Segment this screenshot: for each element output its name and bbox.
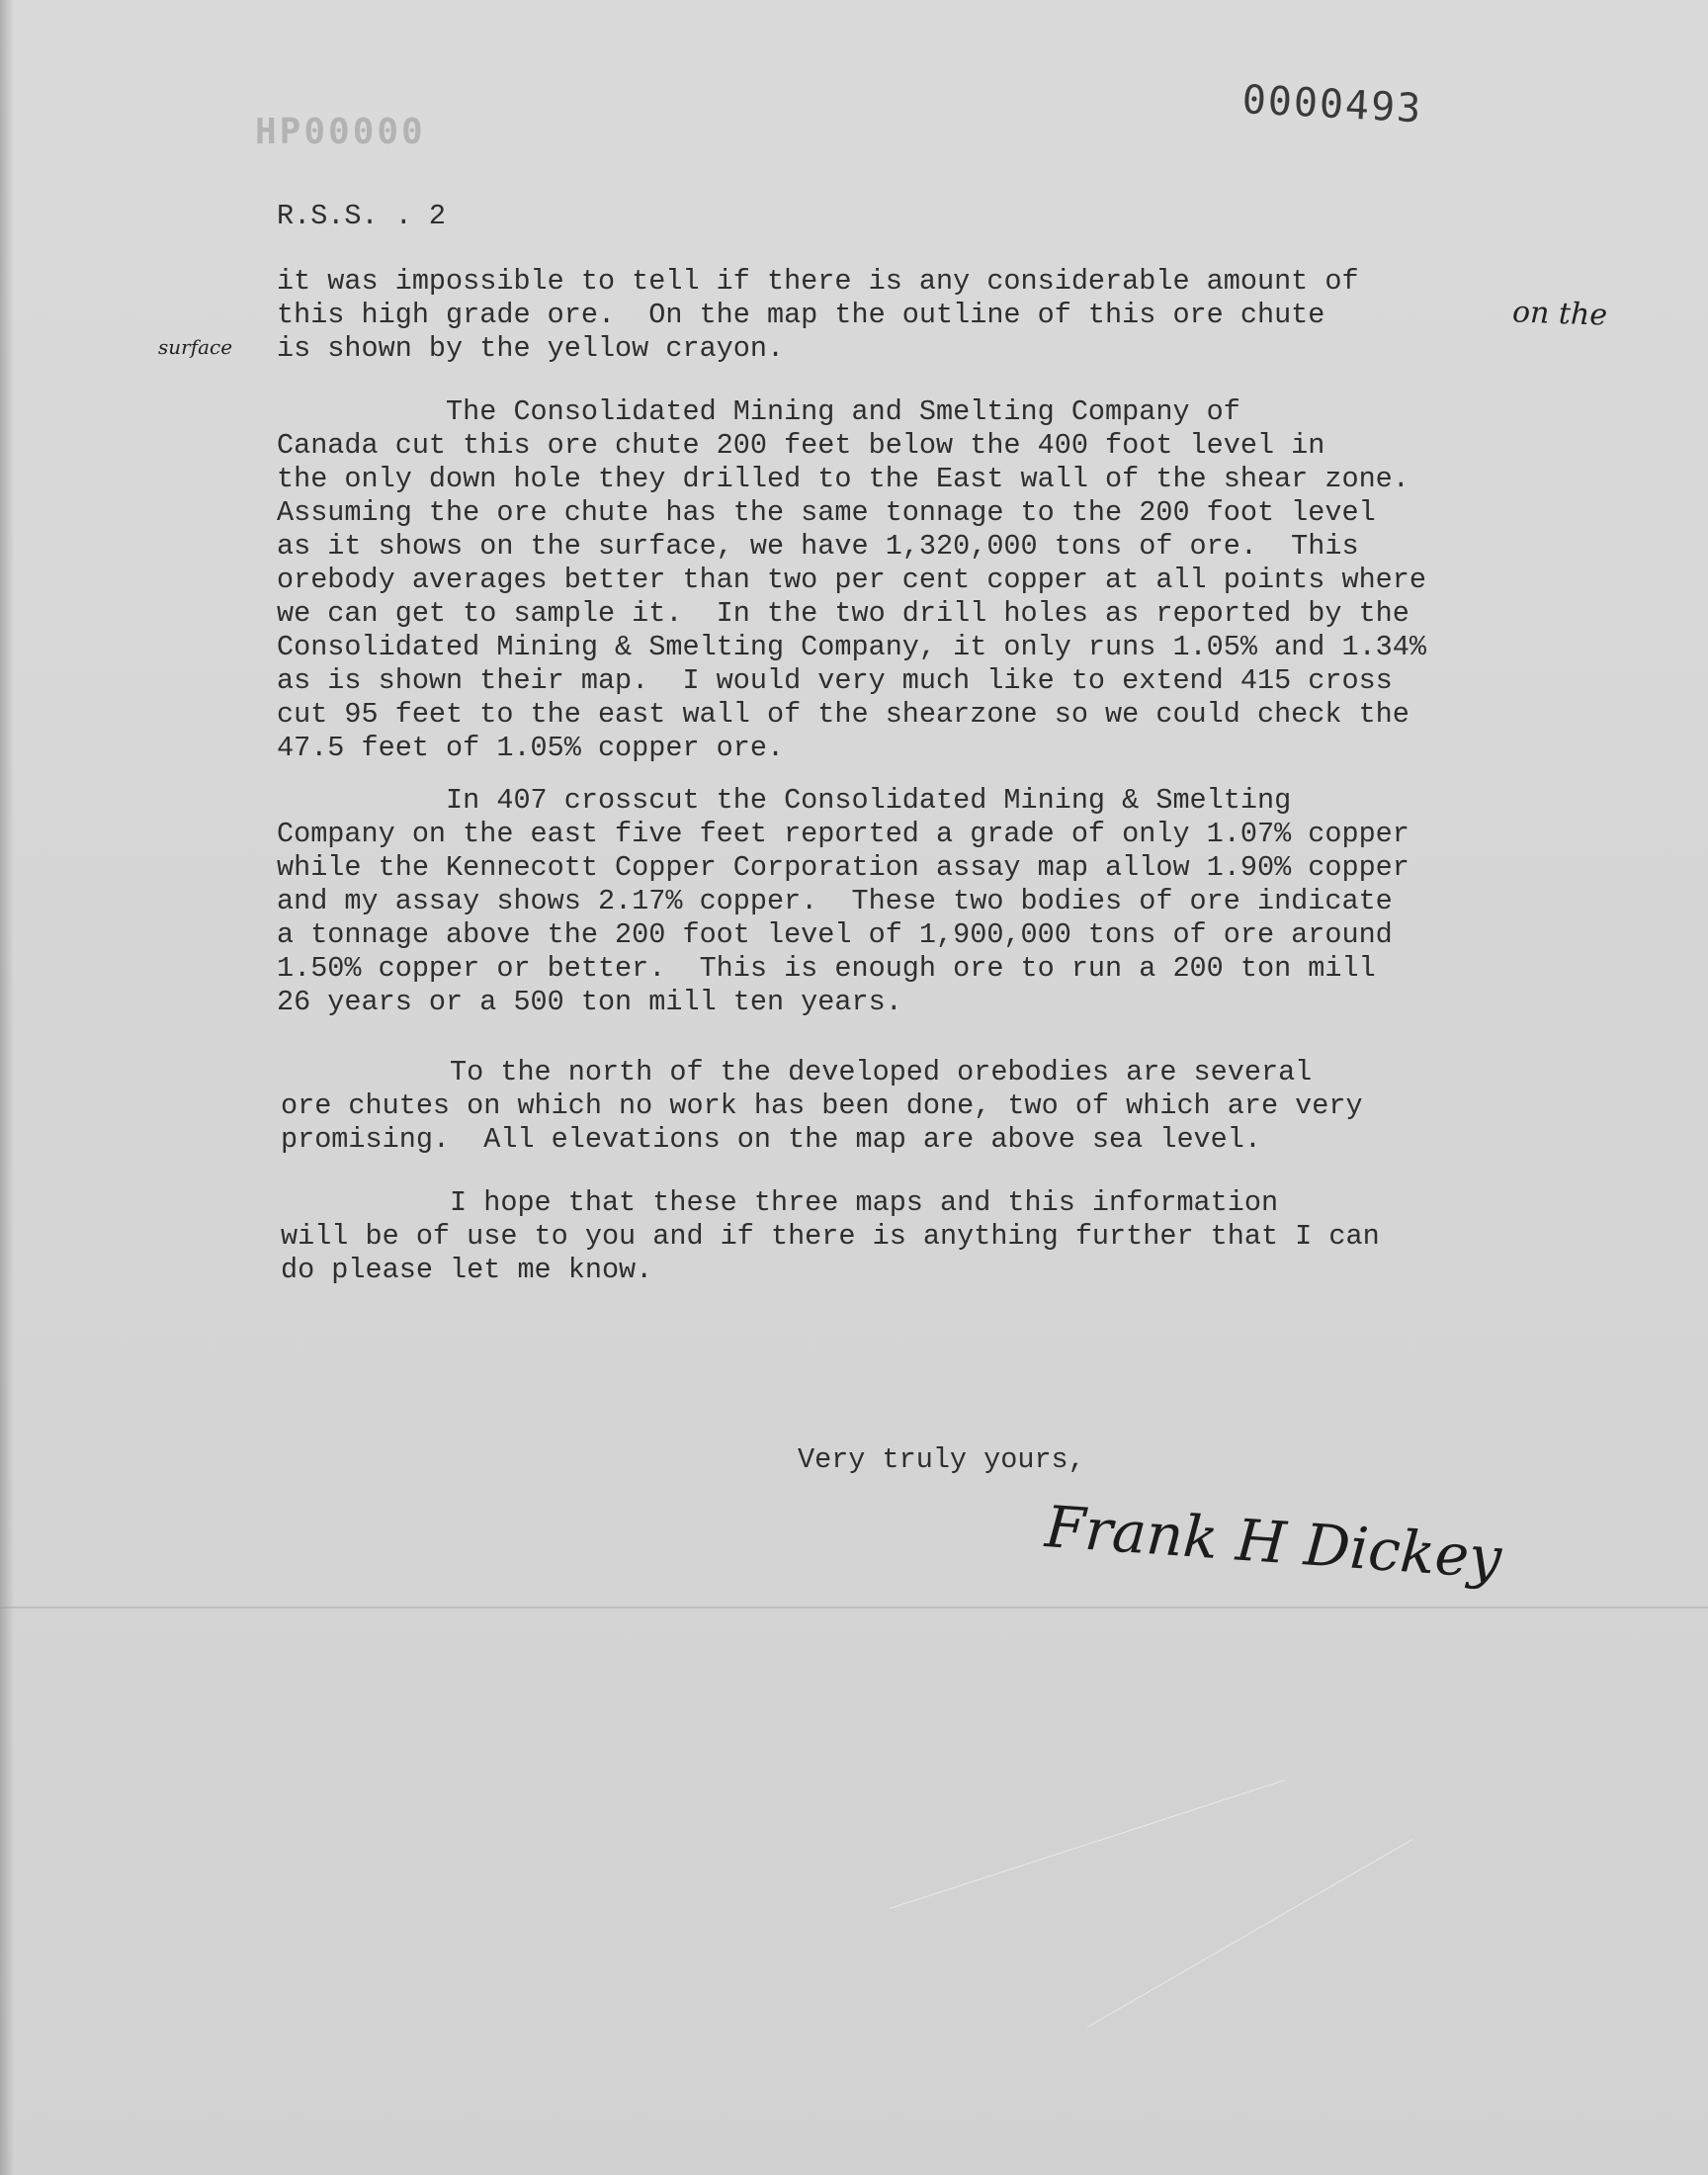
closing-line: Very truly yours, <box>798 1443 1085 1476</box>
faded-stamp: HP00000 <box>255 112 426 152</box>
handwritten-insert-on-the: on the <box>1511 295 1608 333</box>
document-stamp-number: 0000493 <box>1240 77 1424 132</box>
paper-crease <box>1087 1839 1413 2028</box>
paragraph-4: To the north of the developed orebodies are several ore chutes on which no work has been done, two of which are very promising. All elevations on the map are above sea level. <box>281 1056 1363 1156</box>
paper-crease <box>890 1780 1285 1909</box>
paragraph-1: it was impossible to tell if there is any considerable amount of this high grade ore. On the map the outline of this ore chute is shown by the yellow crayon. <box>277 265 1359 365</box>
page-edge-shadow <box>0 0 14 2175</box>
paper-fold-line <box>0 1607 1708 1609</box>
paragraph-5: I hope that these three maps and this information will be of use to you and if there is anything further that I can do please let me know. <box>281 1186 1380 1286</box>
signature: Frank H Dickey <box>1043 1493 1504 1593</box>
page-header: R.S.S. . 2 <box>277 200 447 232</box>
paragraph-2: The Consolidated Mining and Smelting Company of Canada cut this ore chute 200 feet below the 400 foot level in the only down hole they drilled to the East wall of the shear zone. Assuming the ore chute has the same tonnage to the 200 foot level as it shows on the surface, we have 1,320,000 tons of ore. This orebody averages better than two per cent copper at all points where we can get to sample it. In the two drill holes as reported by the Consolidated Mining & Smelting Company, it only runs 1.05% and 1.34% as is shown their map. I would very much like to extend 415 cross cut 95 feet to the east wall of the shearzone so we could check the 47.5 feet of 1.05% copper ore. <box>277 395 1426 764</box>
handwritten-insert-surface: surface <box>158 335 233 359</box>
paragraph-3: In 407 crosscut the Consolidated Mining & Smelting Company on the east five feet reported a grade of only 1.07% copper while the Kennecott Copper Corporation assay map allow 1.90% copper and my assay shows 2.17% copper. These two bodies of ore indicate a tonnage above the 200 foot level of 1,900,000 tons of ore around 1.50% copper or better. This is enough ore to run a 200 ton mill 26 years or a 500 ton mill ten years. <box>277 784 1409 1018</box>
